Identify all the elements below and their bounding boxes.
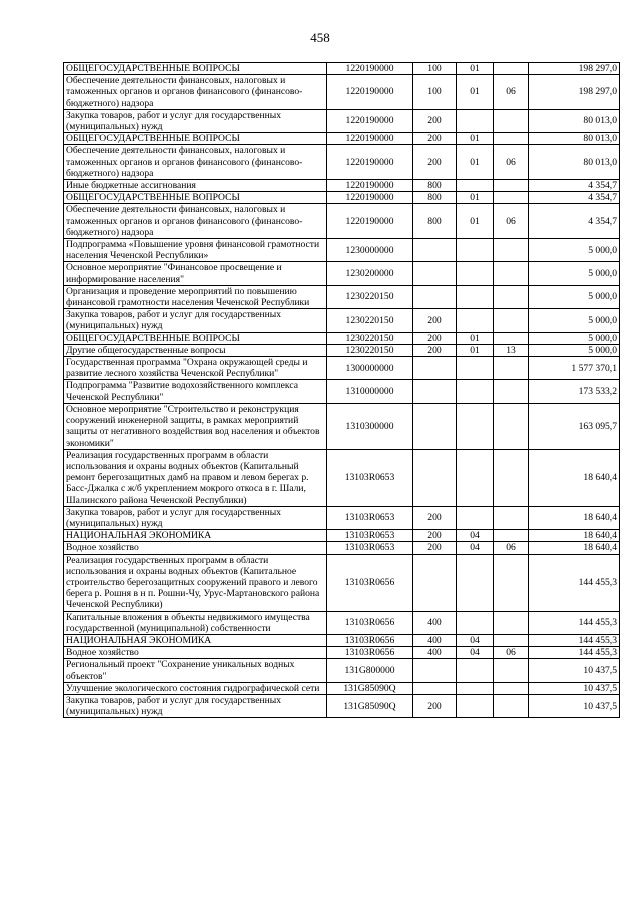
table-row (64, 332, 620, 344)
table-row (64, 344, 620, 356)
row-code-cell: 131G85090Q (327, 682, 413, 694)
row-name-cell: Закупка товаров, работ и услуг для государственных (муниципальных) нужд (64, 309, 327, 332)
row-expense-type-cell (413, 554, 457, 611)
row-sum-cell: 144 455,3 (529, 647, 620, 659)
row-section-cell (457, 285, 494, 308)
row-subsection-cell (494, 611, 529, 634)
row-name-cell: Реализация государственных программ в области использования и охраны водных объектов (Капитальное строительство берегозащитных сооружений правого и левого берега р. Рошня в н п. Рошни-Чу, Урус-Мартановского района Чеченской Республики) (64, 554, 327, 611)
row-code-cell: 13103R0653 (327, 449, 413, 506)
row-code-cell: 1230220150 (327, 344, 413, 356)
row-sum-cell: 144 455,3 (529, 554, 620, 611)
row-code-cell: 131G800000 (327, 659, 413, 682)
row-expense-type-cell (413, 682, 457, 694)
row-subsection-cell: 06 (494, 204, 529, 239)
row-sum-cell: 80 013,0 (529, 109, 620, 132)
row-expense-type-cell (413, 262, 457, 285)
row-subsection-cell (494, 63, 529, 75)
row-section-cell: 01 (457, 133, 494, 145)
row-name-cell: Государственная программа "Охрана окружающей среды и развитие лесного хозяйства Чеченской Республики" (64, 357, 327, 380)
row-expense-type-cell (413, 285, 457, 308)
row-expense-type-cell: 200 (413, 530, 457, 542)
table-row (64, 63, 620, 75)
row-sum-cell: 144 455,3 (529, 611, 620, 634)
row-expense-type-cell: 200 (413, 133, 457, 145)
row-section-cell (457, 262, 494, 285)
row-subsection-cell (494, 357, 529, 380)
row-section-cell (457, 357, 494, 380)
row-section-cell (457, 506, 494, 529)
table-row (64, 239, 620, 262)
row-section-cell (457, 380, 494, 403)
row-code-cell: 1220190000 (327, 145, 413, 180)
row-section-cell (457, 403, 494, 449)
row-section-cell (457, 109, 494, 132)
row-subsection-cell (494, 449, 529, 506)
row-subsection-cell (494, 285, 529, 308)
row-subsection-cell (494, 554, 529, 611)
row-sum-cell: 18 640,4 (529, 506, 620, 529)
row-code-cell: 1220190000 (327, 75, 413, 110)
table-row (64, 403, 620, 449)
table-row (64, 634, 620, 646)
row-code-cell: 1230200000 (327, 262, 413, 285)
row-sum-cell: 4 354,7 (529, 192, 620, 204)
row-sum-cell: 4 354,7 (529, 180, 620, 192)
row-name-cell: Улучшение экологического состояния гидрографической сети (64, 682, 327, 694)
row-section-cell (457, 180, 494, 192)
row-code-cell: 1220190000 (327, 133, 413, 145)
row-code-cell: 131G85090Q (327, 694, 413, 717)
row-sum-cell: 5 000,0 (529, 344, 620, 356)
row-section-cell: 04 (457, 634, 494, 646)
row-expense-type-cell (413, 357, 457, 380)
table-row (64, 682, 620, 694)
row-section-cell: 01 (457, 75, 494, 110)
row-expense-type-cell: 400 (413, 611, 457, 634)
row-name-cell: Иные бюджетные ассигнования (64, 180, 327, 192)
row-code-cell: 13103R0656 (327, 647, 413, 659)
row-sum-cell: 5 000,0 (529, 285, 620, 308)
table-row (64, 554, 620, 611)
row-name-cell: ОБЩЕГОСУДАРСТВЕННЫЕ ВОПРОСЫ (64, 63, 327, 75)
row-code-cell: 1300000000 (327, 357, 413, 380)
row-sum-cell: 5 000,0 (529, 332, 620, 344)
row-section-cell: 01 (457, 192, 494, 204)
row-expense-type-cell (413, 449, 457, 506)
row-name-cell: ОБЩЕГОСУДАРСТВЕННЫЕ ВОПРОСЫ (64, 192, 327, 204)
row-section-cell (457, 239, 494, 262)
row-name-cell: Другие общегосударственные вопросы (64, 344, 327, 356)
row-expense-type-cell: 100 (413, 63, 457, 75)
row-section-cell (457, 611, 494, 634)
row-subsection-cell (494, 506, 529, 529)
row-sum-cell: 173 533,2 (529, 380, 620, 403)
row-sum-cell: 10 437,5 (529, 659, 620, 682)
row-section-cell: 04 (457, 542, 494, 554)
row-subsection-cell (494, 192, 529, 204)
table-row (64, 180, 620, 192)
page-number: 458 (310, 30, 330, 45)
row-name-cell: Закупка товаров, работ и услуг для государственных (муниципальных) нужд (64, 694, 327, 717)
row-name-cell: Региональный проект "Сохранение уникальных водных объектов" (64, 659, 327, 682)
row-sum-cell: 1 577 370,1 (529, 357, 620, 380)
row-name-cell: Организация и проведение мероприятий по повышению финансовой грамотности населения Чеченской Республики (64, 285, 327, 308)
table-row (64, 647, 620, 659)
row-section-cell (457, 659, 494, 682)
row-subsection-cell: 06 (494, 542, 529, 554)
row-expense-type-cell: 200 (413, 145, 457, 180)
row-expense-type-cell: 200 (413, 542, 457, 554)
row-expense-type-cell: 100 (413, 75, 457, 110)
row-code-cell: 13103R0656 (327, 554, 413, 611)
row-section-cell (457, 309, 494, 332)
row-code-cell: 1230000000 (327, 239, 413, 262)
table-row (64, 262, 620, 285)
row-sum-cell: 4 354,7 (529, 204, 620, 239)
row-name-cell: Водное хозяйство (64, 647, 327, 659)
row-subsection-cell (494, 109, 529, 132)
table-row (64, 449, 620, 506)
row-name-cell: ОБЩЕГОСУДАРСТВЕННЫЕ ВОПРОСЫ (64, 332, 327, 344)
row-subsection-cell (494, 239, 529, 262)
row-subsection-cell (494, 530, 529, 542)
row-expense-type-cell (413, 659, 457, 682)
table-row (64, 530, 620, 542)
row-name-cell: Капитальные вложения в объекты недвижимого имущества государственной (муниципальной) собственности (64, 611, 327, 634)
table-row (64, 285, 620, 308)
table-row (64, 145, 620, 180)
row-sum-cell: 198 297,0 (529, 75, 620, 110)
row-section-cell (457, 682, 494, 694)
row-expense-type-cell: 400 (413, 647, 457, 659)
row-section-cell: 01 (457, 332, 494, 344)
table-row (64, 611, 620, 634)
row-sum-cell: 198 297,0 (529, 63, 620, 75)
row-name-cell: Основное мероприятие "Финансовое просвещение и информирование населения" (64, 262, 327, 285)
row-expense-type-cell: 200 (413, 332, 457, 344)
row-section-cell: 04 (457, 530, 494, 542)
row-sum-cell: 18 640,4 (529, 449, 620, 506)
row-code-cell: 13103R0653 (327, 506, 413, 529)
budget-table (63, 62, 620, 718)
table-row (64, 133, 620, 145)
row-name-cell: Основное мероприятие "Строительство и реконструкция сооружений инженерной защиты, в рамках мероприятий защиты от негативного воздействия вод населения и объектов экономики" (64, 403, 327, 449)
row-section-cell (457, 449, 494, 506)
row-subsection-cell (494, 659, 529, 682)
row-sum-cell: 5 000,0 (529, 309, 620, 332)
row-name-cell: Закупка товаров, работ и услуг для государственных (муниципальных) нужд (64, 506, 327, 529)
row-sum-cell: 18 640,4 (529, 542, 620, 554)
row-name-cell: Подпрограмма «Повышение уровня финансовой грамотности населения Чеченской Республики» (64, 239, 327, 262)
row-expense-type-cell: 200 (413, 309, 457, 332)
row-expense-type-cell: 200 (413, 506, 457, 529)
row-code-cell: 1220190000 (327, 63, 413, 75)
row-section-cell: 04 (457, 647, 494, 659)
row-section-cell: 01 (457, 145, 494, 180)
row-name-cell: НАЦИОНАЛЬНАЯ ЭКОНОМИКА (64, 530, 327, 542)
table-row (64, 506, 620, 529)
table-row (64, 75, 620, 110)
row-subsection-cell (494, 332, 529, 344)
row-subsection-cell (494, 694, 529, 717)
row-code-cell: 1220190000 (327, 192, 413, 204)
row-code-cell: 1310000000 (327, 380, 413, 403)
row-sum-cell: 10 437,5 (529, 694, 620, 717)
row-expense-type-cell (413, 239, 457, 262)
row-subsection-cell (494, 682, 529, 694)
row-expense-type-cell: 800 (413, 204, 457, 239)
row-name-cell: Водное хозяйство (64, 542, 327, 554)
row-expense-type-cell: 200 (413, 109, 457, 132)
row-section-cell (457, 694, 494, 717)
row-sum-cell: 144 455,3 (529, 634, 620, 646)
row-sum-cell: 80 013,0 (529, 133, 620, 145)
row-subsection-cell: 13 (494, 344, 529, 356)
row-expense-type-cell: 200 (413, 694, 457, 717)
row-sum-cell: 80 013,0 (529, 145, 620, 180)
table-row (64, 659, 620, 682)
row-name-cell: Закупка товаров, работ и услуг для государственных (муниципальных) нужд (64, 109, 327, 132)
row-code-cell: 1230220150 (327, 332, 413, 344)
table-row (64, 694, 620, 717)
row-subsection-cell (494, 380, 529, 403)
row-expense-type-cell: 400 (413, 634, 457, 646)
row-code-cell: 1220190000 (327, 204, 413, 239)
row-subsection-cell (494, 262, 529, 285)
row-subsection-cell (494, 403, 529, 449)
row-subsection-cell (494, 309, 529, 332)
table-row (64, 380, 620, 403)
row-name-cell: НАЦИОНАЛЬНАЯ ЭКОНОМИКА (64, 634, 327, 646)
row-sum-cell: 10 437,5 (529, 682, 620, 694)
table-row (64, 204, 620, 239)
row-expense-type-cell: 800 (413, 192, 457, 204)
row-section-cell: 01 (457, 344, 494, 356)
row-name-cell: Обеспечение деятельности финансовых, налоговых и таможенных органов и органов финансового (финансово-бюджетного) надзора (64, 204, 327, 239)
row-name-cell: Обеспечение деятельности финансовых, налоговых и таможенных органов и органов финансового (финансово-бюджетного) надзора (64, 145, 327, 180)
row-section-cell: 01 (457, 204, 494, 239)
row-subsection-cell (494, 634, 529, 646)
row-expense-type-cell: 800 (413, 180, 457, 192)
row-code-cell: 13103R0653 (327, 542, 413, 554)
row-subsection-cell: 06 (494, 647, 529, 659)
row-name-cell: ОБЩЕГОСУДАРСТВЕННЫЕ ВОПРОСЫ (64, 133, 327, 145)
row-name-cell: Обеспечение деятельности финансовых, налоговых и таможенных органов и органов финансового (финансово-бюджетного) надзора (64, 75, 327, 110)
row-code-cell: 1230220150 (327, 285, 413, 308)
row-subsection-cell (494, 180, 529, 192)
table-row (64, 309, 620, 332)
row-name-cell: Реализация государственных программ в области использования и охраны водных объектов (Капитальный ремонт берегозащитных дамб на правом и левом берегах р. Басс-Джалка с ж/б укреплением мокрого откоса в г. Шали, Шалинского района Чеченской Республики) (64, 449, 327, 506)
row-sum-cell: 5 000,0 (529, 262, 620, 285)
row-subsection-cell: 06 (494, 145, 529, 180)
row-section-cell (457, 554, 494, 611)
row-code-cell: 1310300000 (327, 403, 413, 449)
row-code-cell: 1220190000 (327, 180, 413, 192)
row-code-cell: 13103R0653 (327, 530, 413, 542)
row-subsection-cell: 06 (494, 75, 529, 110)
row-name-cell: Подпрограмма "Развитие водохозяйственного комплекса Чеченской Республики" (64, 380, 327, 403)
row-expense-type-cell (413, 403, 457, 449)
table-row (64, 192, 620, 204)
row-sum-cell: 18 640,4 (529, 530, 620, 542)
row-sum-cell: 5 000,0 (529, 239, 620, 262)
row-section-cell: 01 (457, 63, 494, 75)
table-row (64, 357, 620, 380)
row-code-cell: 13103R0656 (327, 611, 413, 634)
row-subsection-cell (494, 133, 529, 145)
budget-table-body (64, 63, 620, 718)
row-expense-type-cell (413, 380, 457, 403)
row-expense-type-cell: 200 (413, 344, 457, 356)
table-row (64, 542, 620, 554)
table-row (64, 109, 620, 132)
row-code-cell: 1230220150 (327, 309, 413, 332)
row-code-cell: 1220190000 (327, 109, 413, 132)
row-code-cell: 13103R0656 (327, 634, 413, 646)
row-sum-cell: 163 095,7 (529, 403, 620, 449)
